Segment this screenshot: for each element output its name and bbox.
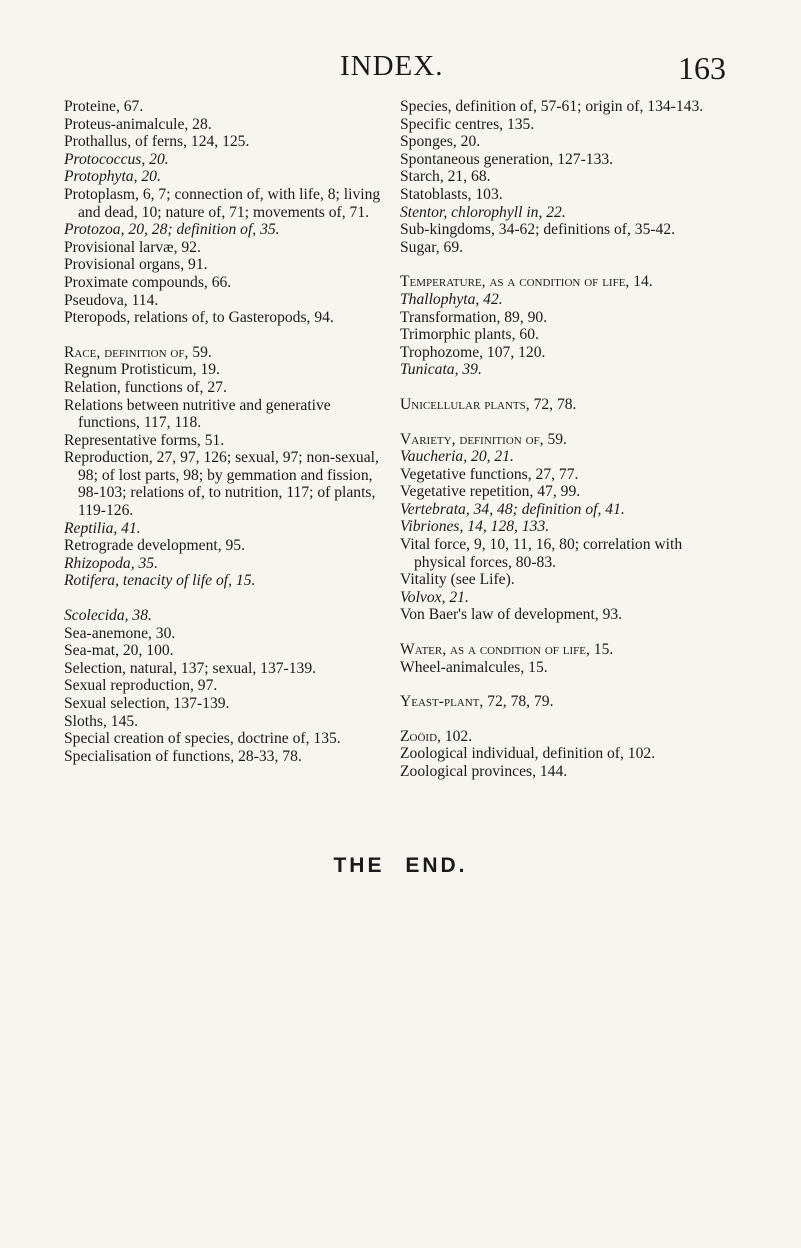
index-entry: Sea-anemone, 30. (64, 624, 176, 642)
index-entry: Vibriones, 14, 128, 133. (400, 518, 550, 536)
index-entry: Stentor, chlorophyll in, 22. (400, 203, 566, 221)
index-entry: Sponges, 20. (400, 133, 481, 151)
footer-word-end: END. (405, 854, 468, 877)
index-entry: Protoplasm, 6, 7; connection of, with life, 8; living and dead, 10; nature of, 71; movements of, 71. (64, 185, 381, 221)
index-entry: Scolecida, 38. (64, 607, 152, 625)
index-entry: Statoblasts, 103. (400, 185, 503, 203)
index-entry: Temperature, as a condition of life, 14. (400, 273, 653, 291)
index-entry: Representative forms, 51. (64, 431, 225, 449)
index-entry: Protococcus, 20. (64, 150, 169, 168)
index-entry: Von Baer's law of development, 93. (400, 606, 623, 624)
index-entry: Proximate compounds, 66. (64, 273, 232, 291)
index-entry: Trimorphic plants, 60. (400, 326, 539, 344)
index-entry: Specialisation of functions, 28-33, 78. (64, 747, 302, 765)
index-entry: Proteus-animalcule, 28. (64, 115, 212, 133)
index-entry: Rotifera, tenacity of life of, 15. (64, 572, 256, 590)
index-entry: Protozoa, 20, 28; definition of, 35. (64, 221, 280, 239)
index-entry: Sexual selection, 137-139. (64, 695, 230, 712)
index-entry: Pseudova, 114. (64, 291, 159, 309)
index-entry: Wheel-animalcules, 15. (400, 658, 548, 676)
index-column-right (400, 98, 730, 781)
index-entry: Starch, 21, 68. (400, 168, 491, 186)
index-entry: Variety, definition of, 59. (400, 430, 567, 448)
index-entry: Volvox, 21. (400, 588, 469, 606)
index-entry: Vegetative functions, 27, 77. (400, 465, 579, 483)
footer-word-the: THE (333, 854, 385, 877)
page-title: INDEX. (340, 50, 444, 82)
index-column-left (64, 98, 394, 765)
index-entry: Pteropods, relations of, to Gasteropods, 94. (64, 309, 334, 327)
index-entry: Sea-mat, 20, 100. (64, 642, 174, 660)
index-entry: Zoological provinces, 144. (400, 763, 568, 780)
the-end-footer (0, 854, 801, 878)
index-entry: Transformation, 89, 90. (400, 308, 548, 326)
index-entry: Zoöid, 102. (400, 727, 473, 745)
index-entry: Species, definition of, 57-61; origin of, 134-143. (400, 98, 704, 115)
index-entry: Trophozome, 107, 120. (400, 343, 546, 361)
index-entry: Unicellular plants, 72, 78. (400, 395, 577, 413)
index-entry: Relation, functions of, 27. (64, 378, 227, 396)
index-entry: Thallophyta, 42. (400, 290, 503, 308)
index-entry: Provisional organs, 91. (64, 256, 208, 274)
index-entry: Race, definition of, 59. (64, 343, 212, 361)
index-entry: Sexual reproduction, 97. (64, 677, 218, 695)
index-entry: Sloths, 145. (64, 712, 139, 730)
index-entry: Prothallus, of ferns, 124, 125. (64, 133, 250, 151)
index-entry: Sub-kingdoms, 34-62; definitions of, 35-42. (400, 221, 676, 239)
index-entry: Vegetative repetition, 47, 99. (400, 483, 581, 501)
index-entry: Vaucheria, 20, 21. (400, 448, 514, 466)
index-entry: Retrograde development, 95. (64, 537, 246, 555)
index-entry: Zoological individual, definition of, 102. (400, 745, 656, 763)
index-entry: Regnum Protisticum, 19. (64, 361, 220, 379)
index-entry: Yeast-plant, 72, 78, 79. (400, 693, 554, 711)
index-entry: Rhizopoda, 35. (64, 554, 158, 572)
page-number: 163 (678, 50, 726, 86)
index-entry: Protophyta, 20. (64, 168, 161, 186)
index-entry: Vitality (see Life). (400, 571, 515, 589)
index-entry: Water, as a condition of life, 15. (400, 641, 614, 659)
index-entry: Reproduction, 27, 97, 126; sexual, 97; non-sexual, 98; of lost parts, 98; by gemmation and fission, 98-103; relations of, to nutrition, 117; of plants, 119-126. (64, 449, 379, 520)
index-entry: Tunicata, 39. (400, 361, 482, 379)
index-entry: Spontaneous generation, 127-133. (400, 150, 614, 168)
index-entry: Provisional larvæ, 92. (64, 238, 201, 256)
index-entry: Sugar, 69. (400, 238, 464, 256)
index-entry: Relations between nutritive and generative functions, 117, 118. (64, 396, 331, 432)
page-header (0, 50, 801, 90)
index-entry: Reptilia, 41. (64, 519, 141, 537)
index-entry: Specific centres, 135. (400, 115, 535, 133)
index-entry: Special creation of species, doctrine of, 135. (64, 730, 341, 748)
index-entry: Vital force, 9, 10, 11, 16, 80; correlation with physical forces, 80-83. (400, 536, 683, 571)
index-entry: Proteine, 67. (64, 98, 144, 115)
index-entry: Selection, natural, 137; sexual, 137-139. (64, 659, 317, 677)
index-entry: Vertebrata, 34, 48; definition of, 41. (400, 500, 625, 518)
